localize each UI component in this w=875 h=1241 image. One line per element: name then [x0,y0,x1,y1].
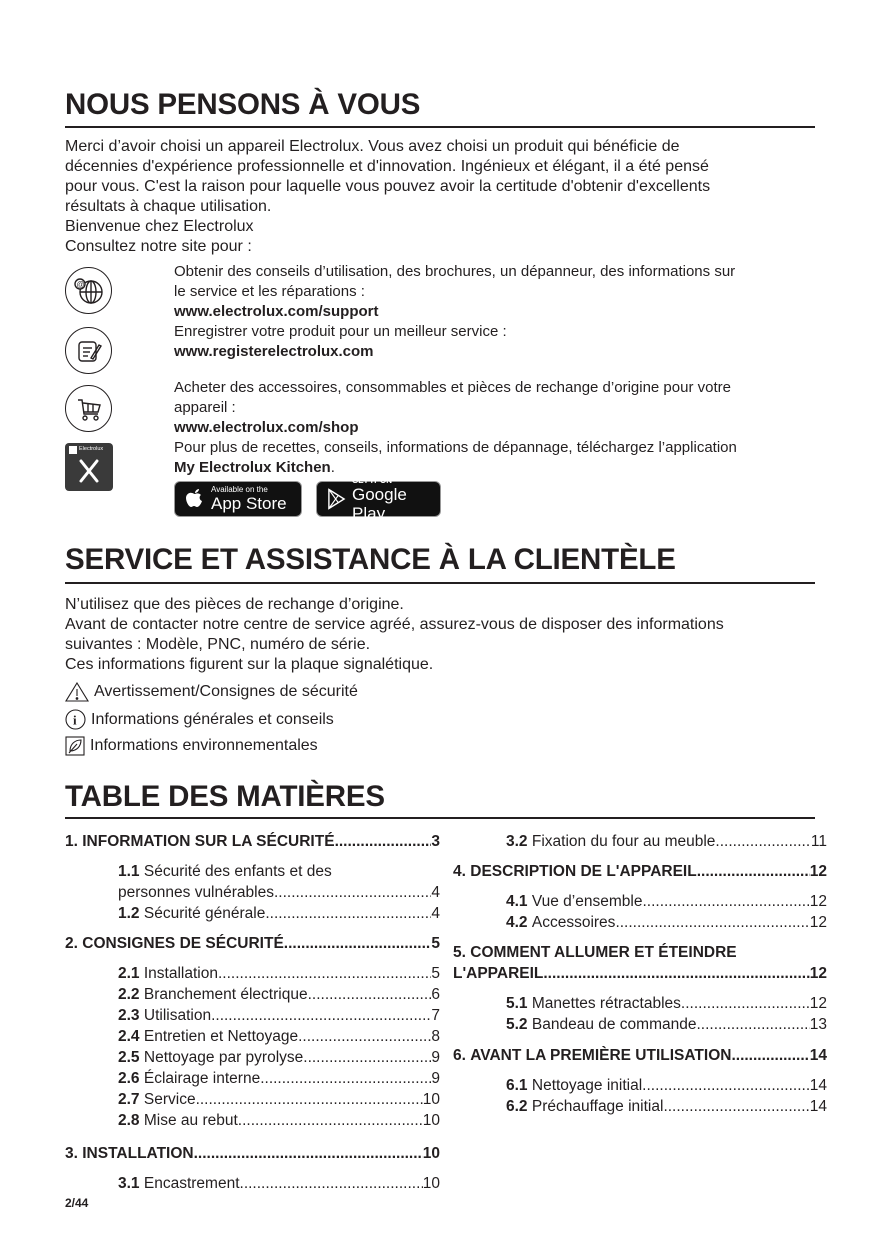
dot-leader [696,1014,809,1035]
apple-icon [185,487,205,511]
intro-line: pour vous. C'est la raison pour laquelle vous pouvez avoir la certitude d'obtenir d'excellents [65,178,711,195]
toc-number: 2.4 [118,1028,140,1045]
dot-leader [211,1005,431,1026]
divider [65,126,815,128]
toc-number: 6.1 [506,1077,528,1094]
dot-leader [697,861,810,882]
dot-leader [196,1089,423,1110]
toc-number: 5.2 [506,1016,528,1033]
toc-number: 5. [453,944,466,961]
toc-entry[interactable] [118,1047,440,1068]
svg-text:@: @ [76,279,85,289]
info-icon [65,709,86,730]
toc-entry[interactable] [453,963,827,984]
dot-leader [274,882,431,903]
toc-entry[interactable] [506,993,827,1014]
toc-label: Nettoyage par pyrolyse [143,1049,304,1066]
toc-page: 6 [431,986,440,1003]
toc-page: 9 [431,1070,440,1087]
dot-leader [303,1047,431,1068]
toc-entry[interactable] [453,1045,827,1066]
toc-page: 11 [810,833,827,850]
toc-number: 3.1 [118,1175,140,1192]
toc-entry[interactable] [506,891,827,912]
toc-page: 10 [422,1145,440,1162]
toc-label: personnes vulnérables [118,884,274,901]
toc-label: Sécurité générale [143,905,266,922]
dot-leader [265,903,431,924]
google-play-small: GET IT ON [352,475,392,485]
shop-text: appareil : [174,399,236,416]
register-document-icon [65,327,112,374]
toc-label: Service [143,1091,196,1108]
symbol-label: Avertissement/Consignes de sécurité [94,683,358,700]
toc-entry[interactable] [65,831,440,852]
dot-leader [663,1096,809,1117]
toc-label: Fixation du four au meuble [531,833,716,850]
toc-number: 6.2 [506,1098,528,1115]
shop-text: Acheter des accessoires, consommables et pièces de rechange d’origine pour votre [174,379,731,396]
toc-label: Utilisation [143,1007,212,1024]
app-icon-brand: Electrolux [79,446,104,452]
toc-label: INSTALLATION [82,1145,194,1162]
toc-page: 12 [809,995,827,1012]
dot-leader [642,891,809,912]
app-store-large: App Store [211,494,287,513]
toc-page: 7 [431,1007,440,1024]
toc-label: Éclairage interne [143,1070,261,1087]
toc-page: 12 [809,914,827,931]
toc-page: 13 [809,1016,827,1033]
toc-number: 2.7 [118,1091,140,1108]
toc-entry[interactable] [506,831,827,852]
dot-leader [238,1110,423,1131]
svg-text:i: i [73,712,77,728]
toc-page: 10 [422,1175,440,1192]
toc-entry[interactable] [118,1173,440,1194]
toc-entry[interactable] [118,1110,440,1131]
toc-number: 4. [453,863,466,880]
page-number: 2/44 [65,1196,89,1210]
google-play-large: Google Play [352,484,407,523]
intro-line: décennies d'expérience professionnelle et d'innovation. Ingénieux et élégant, il a été pensé [65,158,709,175]
toc-entry[interactable] [506,1096,827,1117]
toc-number: 2.1 [118,965,140,982]
service-line: suivantes : Modèle, PNC, numéro de série. [65,636,371,653]
electrolux-kitchen-app-icon [65,443,113,491]
toc-label: AVANT LA PREMIÈRE UTILISATION [470,1047,732,1064]
toc-page: 9 [431,1049,440,1066]
symbol-label: Informations environnementales [90,737,318,754]
support-text: le service et les réparations : [174,283,365,300]
dot-leader [642,1075,810,1096]
toc-page: 4 [431,884,440,901]
toc-page: 3 [431,833,440,850]
heading-toc: TABLE DES MATIÈRES [65,780,385,813]
shopping-cart-icon [65,385,112,432]
toc-page: 14 [809,1047,827,1064]
toc-label: Accessoires [531,914,616,931]
toc-number: 3.2 [506,833,528,850]
toc-number: 2. [65,935,78,952]
toc-page: 12 [809,965,827,982]
toc-number: 4.2 [506,914,528,931]
register-link[interactable]: www.registerelectrolux.com [174,343,374,360]
leaf-icon [65,736,85,756]
toc-number: 5.1 [506,995,528,1012]
toc-label: Installation [143,965,218,982]
toc-page: 5 [431,965,440,982]
toc-number: 2.6 [118,1070,140,1087]
toc-entry[interactable] [118,903,440,924]
intro-line: Merci d’avoir choisi un appareil Electrolux. Vous avez choisi un produit qui bénéficie de [65,138,680,155]
toc-label: Bandeau de commande [531,1016,697,1033]
dot-leader [218,963,431,984]
app-text: Pour plus de recettes, conseils, informations de dépannage, téléchargez l’application [174,439,737,456]
toc-label: COMMENT ALLUMER ET ÉTEINDRE [470,944,737,961]
warning-icon [65,682,89,702]
toc-label: Encastrement [143,1175,240,1192]
toc-number: 1.1 [118,863,140,880]
toc-page: 14 [809,1098,827,1115]
toc-entry[interactable] [118,1089,440,1110]
symbol-warning [65,682,358,702]
dot-leader [240,1173,423,1194]
symbol-environment [65,736,318,756]
toc-entry-first-line[interactable] [118,861,332,882]
toc-entry-first-line[interactable] [453,942,737,963]
toc-page: 5 [431,935,440,952]
toc-number: 3. [65,1145,78,1162]
heading-nous-pensons: NOUS PENSONS À VOUS [65,88,421,121]
google-play-icon [327,488,346,510]
app-store-small: Available on the [211,485,268,494]
register-text: Enregistrer votre produit pour un meilleur service : [174,323,507,340]
toc-entry[interactable] [65,933,440,954]
toc-label: Vue d’ensemble [531,893,643,910]
heading-service: SERVICE ET ASSISTANCE À LA CLIENTÈLE [65,543,676,576]
toc-entry[interactable] [118,1026,440,1047]
service-line: Ces informations figurent sur la plaque signalétique. [65,656,434,673]
support-link[interactable]: www.electrolux.com/support [174,303,379,320]
toc-entry[interactable] [118,1068,440,1089]
toc-label: Préchauffage initial [531,1098,664,1115]
toc-label: Nettoyage initial [531,1077,643,1094]
toc-number: 2.3 [118,1007,140,1024]
toc-label: L'APPAREIL [453,965,544,982]
toc-label: Sécurité des enfants et des [143,863,332,880]
intro-line: Consultez notre site pour : [65,238,252,255]
toc-number: 2.5 [118,1049,140,1066]
app-name: My Electrolux Kitchen [174,459,331,476]
dot-leader [194,1143,423,1164]
toc-number: 1. [65,833,78,850]
toc-number: 2.2 [118,986,140,1003]
toc-label: INFORMATION SUR LA SÉCURITÉ [82,833,335,850]
toc-page: 12 [809,863,827,880]
toc-label: CONSIGNES DE SÉCURITÉ [82,935,284,952]
toc-number: 4.1 [506,893,528,910]
dot-leader [335,831,432,852]
app-store-badge[interactable] [174,481,302,517]
toc-entry[interactable] [506,1075,827,1096]
divider [65,817,815,819]
toc-entry[interactable] [506,912,827,933]
toc-page: 10 [422,1091,440,1108]
toc-page: 14 [809,1077,827,1094]
toc-entry[interactable] [65,1143,440,1164]
service-line: N’utilisez que des pièces de rechange d’origine. [65,596,404,613]
toc-number: 6. [453,1047,466,1064]
toc-page: 10 [422,1112,440,1129]
dot-leader [615,912,809,933]
dot-leader [681,993,810,1014]
dot-leader [543,963,809,984]
shop-link[interactable]: www.electrolux.com/shop [174,419,359,436]
toc-entry[interactable] [118,882,440,903]
intro-line: Bienvenue chez Electrolux [65,218,254,235]
toc-entry[interactable] [118,963,440,984]
google-play-badge[interactable] [316,475,441,523]
period: . [330,459,335,476]
dot-leader [308,984,432,1005]
toc-entry[interactable] [453,861,827,882]
toc-page: 8 [431,1028,440,1045]
symbol-info [65,709,334,730]
dot-leader [260,1068,431,1089]
dot-leader [731,1045,809,1066]
toc-number: 1.2 [118,905,140,922]
toc-label: Manettes rétractables [531,995,681,1012]
toc-label: DESCRIPTION DE L'APPAREIL [470,863,697,880]
symbol-label: Informations générales et conseils [91,710,334,728]
intro-line: résultats à chaque utilisation. [65,198,272,215]
app-name-line [174,458,335,478]
toc-entry[interactable] [118,1005,440,1026]
toc-label: Entretien et Nettoyage [143,1028,299,1045]
toc-page: 4 [431,905,440,922]
dot-leader [284,933,432,954]
service-line: Avant de contacter notre centre de service agréé, assurez-vous de disposer des informations [65,616,724,633]
toc-page: 12 [809,893,827,910]
toc-entry[interactable] [506,1014,827,1035]
toc-entry[interactable] [118,984,440,1005]
dot-leader [715,831,811,852]
toc-number: 2.8 [118,1112,140,1129]
toc-label: Branchement électrique [143,986,308,1003]
support-text: Obtenir des conseils d’utilisation, des brochures, un dépanneur, des informations sur [174,263,736,280]
globe-at-icon [65,267,112,314]
toc-label: Mise au rebut [143,1112,238,1129]
divider [65,582,815,584]
dot-leader [298,1026,431,1047]
